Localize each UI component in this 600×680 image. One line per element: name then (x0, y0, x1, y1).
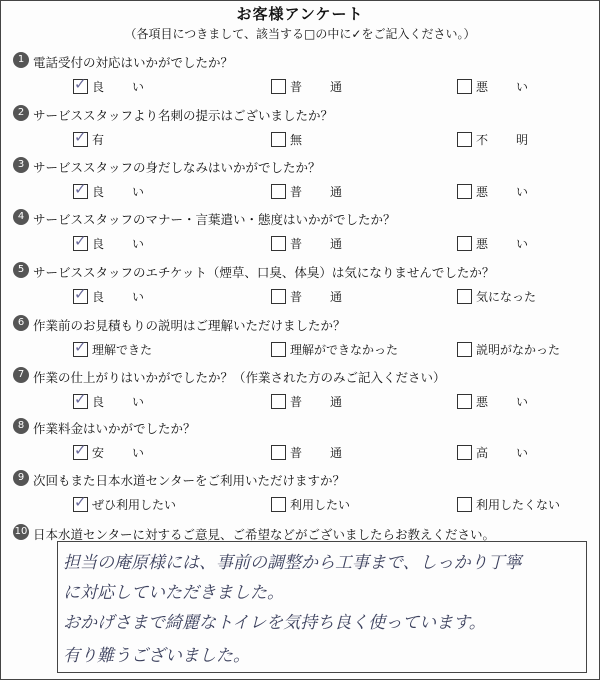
option-label-char: 明 (515, 133, 528, 147)
question-text: サービススタッフのマナー・言葉遣い・態度はいかがでしたか？ (33, 212, 396, 227)
option-label-char: い (131, 237, 144, 251)
option-label-char: い (515, 80, 528, 94)
question-text: サービススタッフの身だしなみはいかがでしたか？ (33, 160, 321, 175)
checked-checkbox[interactable] (73, 394, 88, 409)
option-label-char: 高 (476, 446, 489, 460)
option-label-char: い (515, 395, 528, 409)
answer-option[interactable] (271, 131, 302, 148)
checkbox[interactable] (271, 289, 286, 304)
answer-option[interactable] (73, 393, 144, 410)
option-label (476, 235, 528, 252)
option-label (290, 235, 342, 252)
option-label-char: 良 (92, 237, 105, 251)
checkbox[interactable] (457, 394, 472, 409)
option-label: 理解できた (92, 343, 153, 357)
question-8 (17, 419, 196, 437)
question-2 (17, 106, 334, 124)
option-label-char: い (131, 185, 144, 199)
answer-option[interactable] (271, 444, 342, 461)
survey-instructions: （各項目につきまして、該当する□の中に✓をご記入ください。） (124, 27, 476, 41)
option-label-char: 通 (329, 446, 342, 460)
option-label-char: 良 (92, 185, 105, 199)
answer-option[interactable] (457, 393, 528, 410)
option-label (290, 78, 342, 95)
option-label: 気になった (476, 290, 537, 304)
checkbox[interactable] (457, 497, 472, 512)
option-label-char: 通 (329, 185, 342, 199)
answer-option[interactable] (271, 78, 342, 95)
option-label-char: 普 (290, 185, 303, 199)
option-label: 利用したくない (476, 498, 561, 512)
answer-option[interactable] (73, 78, 144, 95)
option-label (92, 183, 144, 200)
option-label-char: 悪 (476, 395, 489, 409)
answer-option[interactable] (271, 235, 342, 252)
answer-option[interactable] (271, 496, 350, 513)
option-label-char: い (515, 185, 528, 199)
checked-checkbox[interactable] (73, 445, 88, 460)
checkbox[interactable] (271, 236, 286, 251)
checkbox[interactable] (457, 289, 472, 304)
option-label-char: 悪 (476, 185, 489, 199)
checked-checkbox[interactable] (73, 79, 88, 94)
checkbox[interactable] (457, 184, 472, 199)
answer-option[interactable] (271, 183, 342, 200)
answer-option[interactable] (73, 235, 144, 252)
option-label-char: い (515, 237, 528, 251)
checked-checkbox[interactable] (73, 184, 88, 199)
option-label: 理解ができなかった (290, 343, 399, 357)
option-label-char: 通 (329, 237, 342, 251)
survey-title: お客様アンケート (236, 5, 364, 23)
option-label-char: 普 (290, 237, 303, 251)
question-5 (17, 263, 495, 281)
answer-option[interactable] (73, 131, 104, 148)
answer-option[interactable] (271, 341, 398, 358)
checkbox[interactable] (457, 236, 472, 251)
question-text: サービススタッフより名刺の提示はございましたか？ (33, 108, 334, 123)
checkbox[interactable] (271, 79, 286, 94)
question-text: 作業の仕上がりはいかがでしたか？（作業された方のみご記入ください） (33, 370, 446, 385)
answer-option[interactable] (457, 131, 528, 148)
question-7 (17, 368, 446, 386)
checked-checkbox[interactable] (73, 236, 88, 251)
option-label (476, 78, 528, 95)
answer-option[interactable] (457, 341, 560, 358)
option-label-char: 良 (92, 395, 105, 409)
checkbox[interactable] (457, 79, 472, 94)
checked-checkbox[interactable] (73, 289, 88, 304)
handwriting-line-3: おかげさまで綺麗なトイレを気持ち良く使っています。 (63, 613, 486, 633)
question-6 (17, 316, 346, 334)
answer-option[interactable] (271, 288, 342, 305)
option-label-char: 通 (329, 395, 342, 409)
option-label (290, 444, 342, 461)
checkbox[interactable] (271, 497, 286, 512)
answer-option[interactable] (457, 288, 536, 305)
answer-option[interactable] (73, 183, 144, 200)
checked-checkbox[interactable] (73, 342, 88, 357)
checkbox[interactable] (271, 132, 286, 147)
option-label-char: 不 (476, 133, 489, 147)
question-number: 2 (13, 105, 29, 121)
answer-option[interactable] (73, 288, 144, 305)
option-label-char: 悪 (476, 80, 489, 94)
question-number: 5 (13, 262, 29, 278)
question-number: 10 (13, 524, 29, 540)
handwriting-line-4: 有り難うございました。 (63, 646, 250, 666)
option-label-char: 普 (290, 80, 303, 94)
checkbox[interactable] (271, 445, 286, 460)
question-text: 日本水道センターに対するご意見、ご希望などがございましたらお教えください。 (33, 527, 496, 542)
option-label-char: 普 (290, 446, 303, 460)
option-label-char: 通 (329, 80, 342, 94)
checkbox[interactable] (271, 184, 286, 199)
option-label: ぜひ利用したい (92, 498, 177, 512)
option-label-char: い (131, 290, 144, 304)
option-label (92, 78, 144, 95)
option-label (290, 393, 342, 410)
answer-option[interactable] (73, 444, 144, 461)
question-number: 8 (13, 418, 29, 434)
option-label (476, 444, 528, 461)
option-label-char: 普 (290, 395, 303, 409)
checkbox[interactable] (271, 394, 286, 409)
option-label (290, 288, 342, 305)
answer-option[interactable] (457, 183, 528, 200)
option-label (476, 131, 528, 148)
option-label-char: 安 (92, 446, 105, 460)
question-number: 3 (13, 157, 29, 173)
answer-option[interactable] (457, 78, 528, 95)
answer-option[interactable] (457, 235, 528, 252)
question-number: 6 (13, 315, 29, 331)
option-label (290, 183, 342, 200)
answer-option[interactable] (73, 341, 152, 358)
question-text: 電話受付の対応はいかがでしたか？ (33, 55, 234, 70)
option-label-char: い (515, 446, 528, 460)
option-label: 利用したい (290, 498, 351, 512)
option-label-char: 通 (329, 290, 342, 304)
checkbox[interactable] (271, 342, 286, 357)
option-label-char: 悪 (476, 237, 489, 251)
handwriting-line-1: 担当の庵原様には、事前の調整から工事まで、しっかり丁寧 (63, 553, 522, 573)
question-1 (17, 53, 234, 71)
question-text: 次回もまた日本水道センターをご利用いただけますか？ (33, 473, 346, 488)
option-label-char: い (131, 395, 144, 409)
option-label-char: 普 (290, 290, 303, 304)
answer-option[interactable] (73, 496, 176, 513)
option-label (92, 235, 144, 252)
question-4 (17, 210, 396, 228)
answer-option[interactable] (457, 444, 528, 461)
option-label (92, 288, 144, 305)
option-label: 有 (92, 133, 105, 147)
checkbox[interactable] (457, 342, 472, 357)
option-label-char: 良 (92, 80, 105, 94)
question-text: サービススタッフのエチケット（煙草、口臭、体臭）は気になりませんでしたか？ (33, 265, 495, 280)
option-label (92, 444, 144, 461)
question-number: 9 (13, 470, 29, 486)
checked-checkbox[interactable] (73, 132, 88, 147)
option-label (476, 183, 528, 200)
question-text: 作業前のお見積もりの説明はご理解いただけましたか？ (33, 318, 346, 333)
answer-option[interactable] (457, 496, 560, 513)
question-text: 作業料金はいかがでしたか？ (33, 421, 196, 436)
handwriting-line-2: に対応していただきました。 (63, 583, 284, 603)
option-label (476, 393, 528, 410)
option-label (92, 393, 144, 410)
answer-option[interactable] (271, 393, 342, 410)
question-number: 1 (13, 52, 29, 68)
option-label: 無 (290, 133, 303, 147)
option-label: 説明がなかった (476, 343, 561, 357)
question-number: 7 (13, 367, 29, 383)
checkbox[interactable] (457, 132, 472, 147)
option-label-char: い (131, 80, 144, 94)
question-3 (17, 158, 321, 176)
checked-checkbox[interactable] (73, 497, 88, 512)
question-9 (17, 471, 346, 489)
checkbox[interactable] (457, 445, 472, 460)
question-number: 4 (13, 209, 29, 225)
option-label-char: い (131, 446, 144, 460)
option-label-char: 良 (92, 290, 105, 304)
